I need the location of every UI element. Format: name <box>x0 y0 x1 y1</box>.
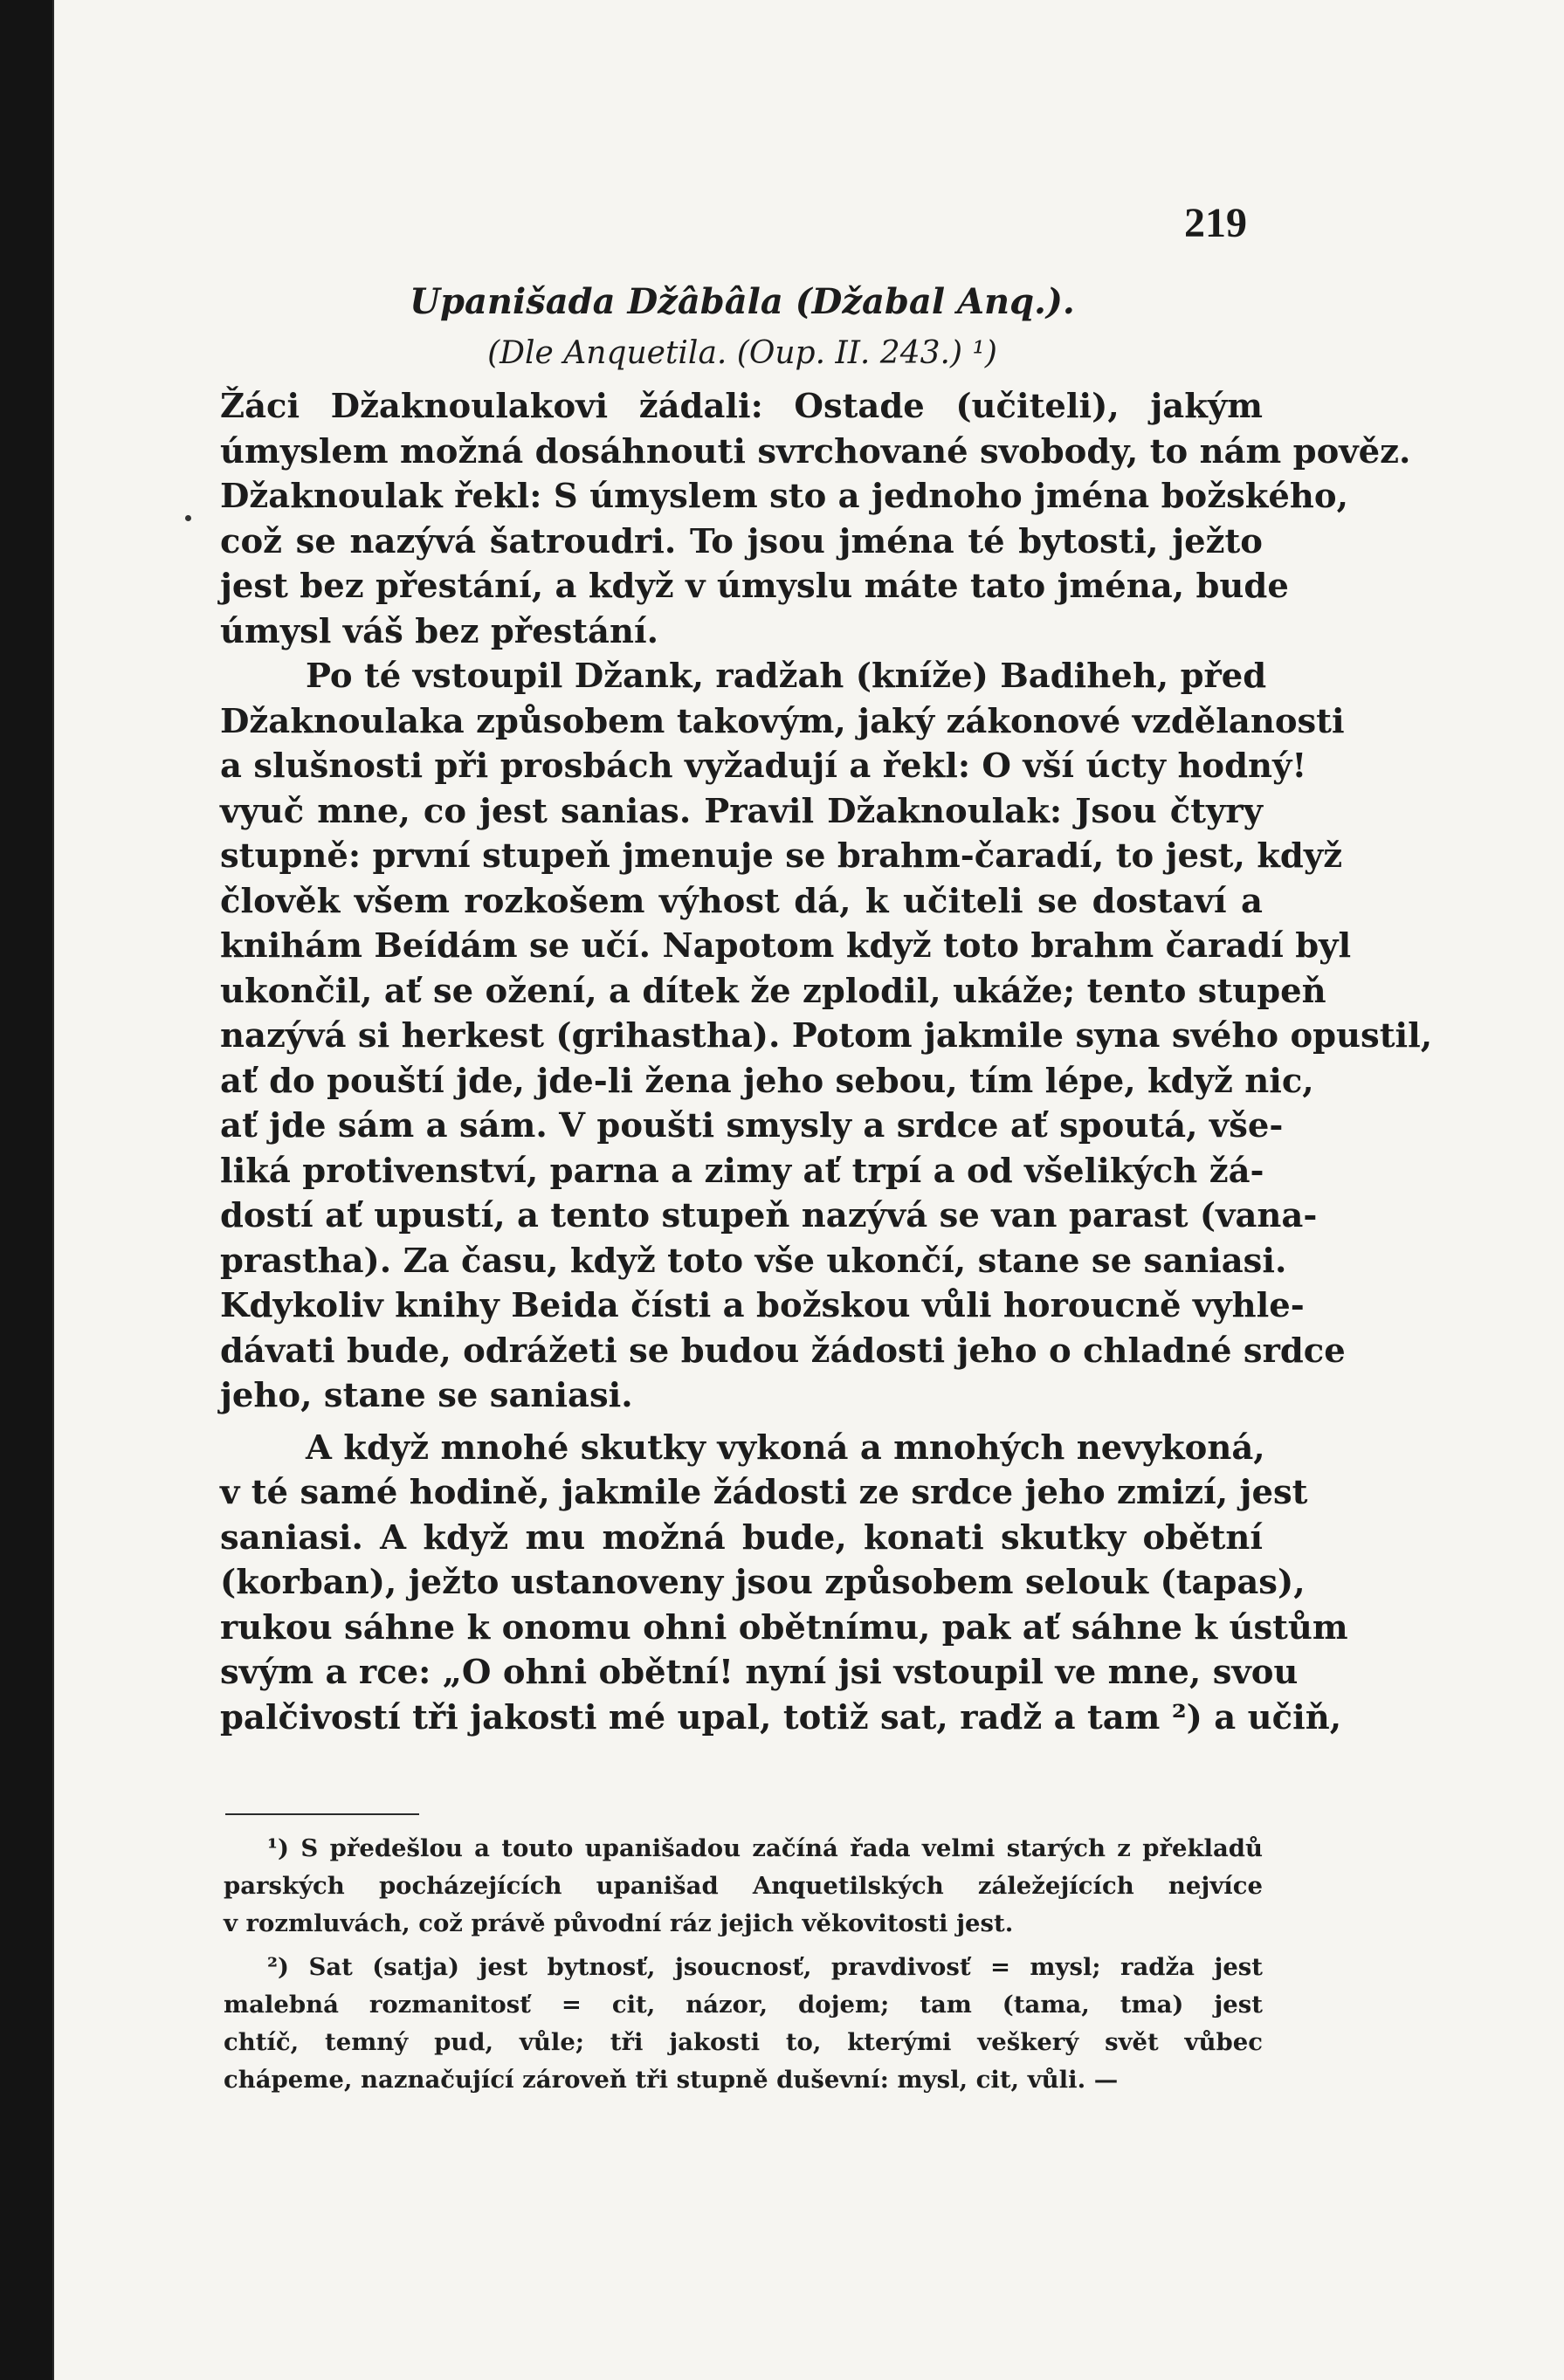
text-line: prastha). Za času, když toto vše ukončí, stane se saniasi. <box>220 1241 1287 1281</box>
footnote-2 <box>224 1949 1263 2099</box>
text-line: nazývá si herkest (grihastha). Potom jakmile syna svého opustil, <box>220 1016 1433 1056</box>
text-line: a slušnosti při prosbách vyžadují a řekl: O vší úcty hodný! <box>220 746 1307 786</box>
text-line: ať do pouští jde, jde-li žena jeho sebou, tím lépe, když nic, <box>220 1061 1314 1101</box>
section-title: Upanišada Džâbâla (Džabal Anq.). <box>410 281 1075 322</box>
text-line: ukončil, ať se ožení, a dítek že zplodil, ukáže; tento stupeň <box>220 971 1326 1011</box>
footnote-line: chápeme, naznačující zároveň tři stupně duševní: mysl, cit, vůli. — <box>224 2066 1119 2094</box>
page-number: 219 <box>1184 200 1247 246</box>
footnotes <box>224 1830 1263 2105</box>
text-line: ať jde sám a sám. V poušti smysly a srdce ať spoutá, vše- <box>220 1106 1284 1145</box>
text-line: úmysl váš bez přestání. <box>220 611 659 651</box>
footnote-line: chtíč, temný pud, vůle; tři jakosti to, kterými veškerý svět vůbec <box>224 2028 1263 2056</box>
text-line: jeho, stane se saniasi. <box>220 1376 633 1415</box>
footnote-divider <box>225 1813 419 1815</box>
text-line: dávati bude, odrážeti se budou žádosti jeho o chladné srdce <box>220 1331 1346 1371</box>
text-line: Džaknoulak řekl: S úmyslem sto a jednoho jména božského, <box>220 477 1348 516</box>
text-line: palčivostí tři jakosti mé upal, totiž sat, radž a tam ²) a učiň, <box>220 1697 1342 1737</box>
text-line: rukou sáhne k onomu ohni obětnímu, pak ať sáhne k ústům <box>220 1607 1348 1647</box>
text-line: Džaknoulaka způsobem takovým, jaký zákonové vzdělanosti <box>220 701 1345 741</box>
footnote-line: ²) Sat (satja) jest bytnosť, jsoucnosť, pravdivosť = mysl; radža jest <box>267 1953 1263 1981</box>
text-line: Žáci Džaknoulakovi žádali: Ostade (učiteli), jakým <box>220 387 1263 426</box>
text-line: člověk všem rozkošem výhost dá, k učiteli se dostaví a <box>220 881 1263 921</box>
text-line: (korban), ježto ustanoveny jsou způsobem selouk (tapas), <box>220 1563 1306 1602</box>
text-line: A když mnohé skutky vykoná a mnohých nevykoná, <box>306 1427 1265 1468</box>
text-line: Kdykoliv knihy Beida čísti a božskou vůli horoucně vyhle- <box>220 1286 1305 1325</box>
footnote-1 <box>224 1830 1263 1943</box>
footnote-line: malebná rozmanitosť = cit, názor, dojem; tam (tama, tma) jest <box>224 1991 1263 2019</box>
text-line: což se nazývá šatroudri. To jsou jména té bytosti, ježto <box>220 521 1263 561</box>
text-line: stupně: první stupeň jmenuje se brahm-čaradí, to jest, když <box>220 836 1343 876</box>
text-line: jest bez přestání, a když v úmyslu máte tato jména, bude <box>220 567 1289 606</box>
footnote-line: v rozmluvách, což právě původní ráz jejich věkovitosti jest. <box>224 1909 1014 1937</box>
text-line: dostí ať upustí, a tento stupeň nazývá se van parast (vana- <box>220 1196 1318 1235</box>
footnote-line: parských pocházejících upanišad Anquetilských záležejících nejvíce <box>224 1872 1263 1900</box>
footnote-line: ¹) S předešlou a touto upanišadou začíná řada velmi starých z překladů <box>267 1834 1263 1862</box>
text-line: knihám Beídám se učí. Napotom když toto brahm čaradí byl <box>220 926 1352 966</box>
text-line: liká protivenství, parna a zimy ať trpí a od všelikých žá- <box>220 1151 1264 1191</box>
text-line: v té samé hodině, jakmile žádosti ze srdce jeho zmizí, jest <box>220 1473 1308 1512</box>
text-line: svým a rce: „O ohni obětní! nyní jsi vstoupil ve mne, svou <box>220 1653 1299 1692</box>
section-subtitle: (Dle Anquetila. (Oup. II. 243.) ¹) <box>487 335 997 371</box>
text-line: úmyslem možná dosáhnouti svrchované svobody, to nám pověz. <box>220 431 1411 471</box>
text-line: vyuč mne, co jest sanias. Pravil Džaknoulak: Jsou čtyry <box>220 791 1263 831</box>
text-line: saniasi. A když mu možná bude, konati skutky obětní <box>220 1517 1263 1558</box>
main-text <box>220 384 1433 1740</box>
text-line: Po té vstoupil Džank, radžah (kníže) Badiheh, před <box>306 657 1267 696</box>
margin-dot <box>185 515 191 521</box>
